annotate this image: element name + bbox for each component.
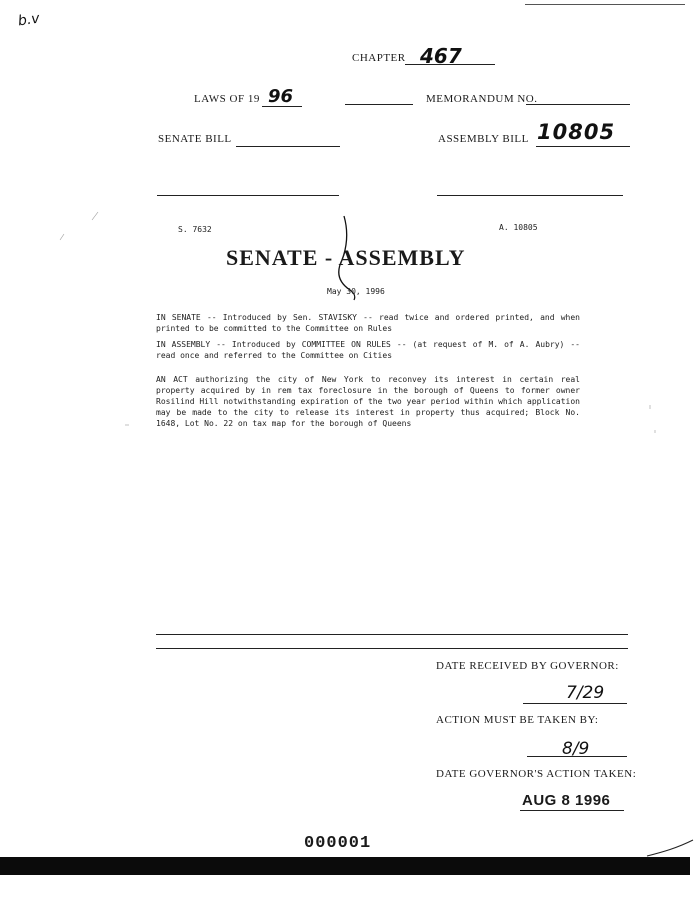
memorandum-label: MEMORANDUM NO. [426, 93, 538, 105]
governor-section-rule-top [156, 634, 628, 635]
scan-artifact-curve [645, 838, 695, 858]
assembly-bill-value: 10805 [537, 120, 616, 144]
senate-introduction: IN SENATE -- Introduced by Sen. STAVISKY -- read twice and ordered printed, and when printed to be committed to the Committee on Rules [156, 313, 580, 333]
date-received-value: 7/29 [566, 683, 605, 703]
act-title-text: AN ACT authorizing the city of New York to reconvey its interest in certain real property acquired by in rem tax foreclosure in the borough of Queens to former owner Rosilind Hill notwithstanding expiration of the two year period within which application may be made to the city to release its interest in property thus acquired; Block No. 1648, Lot No. 22 on tax map for the borough of Queens [156, 375, 580, 428]
senate-bill-label: SENATE BILL [158, 133, 232, 145]
senate-bill-number: S. 7632 [178, 225, 212, 234]
action-deadline-value: 8/9 [562, 739, 590, 759]
margin-handwritten-mark: b.v [16, 10, 41, 30]
chapter-value: 467 [420, 44, 462, 68]
action-deadline-label: ACTION MUST BE TAKEN BY: [436, 714, 599, 726]
right-blank-line [437, 195, 623, 196]
bill-title: SENATE - ASSEMBLY [226, 245, 466, 270]
laws-of-label: LAWS OF 19 [194, 93, 260, 105]
assembly-introduction: IN ASSEMBLY -- Introduced by COMMITTEE ON RULES -- (at request of M. of A. Aubry) -- read once and referred to the Committee on Cities [156, 340, 580, 360]
action-taken-stamp: AUG 8 1996 [522, 792, 611, 809]
assembly-bill-field-line [536, 146, 630, 147]
bill-date: May 30, 1996 [327, 287, 385, 296]
assembly-bill-number: A. 10805 [499, 223, 538, 232]
action-taken-line [520, 810, 624, 811]
assembly-bill-label: ASSEMBLY BILL [438, 133, 529, 145]
senate-bill-field-line [236, 146, 340, 147]
left-blank-line [157, 195, 339, 196]
page-number: 000001 [304, 834, 372, 853]
date-received-label: DATE RECEIVED BY GOVERNOR: [436, 660, 619, 672]
scan-bottom-bar [0, 857, 690, 875]
memorandum-field-line [526, 104, 630, 105]
governor-section-rule-bottom [156, 648, 628, 649]
chapter-label: CHAPTER [352, 52, 406, 64]
action-deadline-line [527, 756, 627, 757]
blank-field-line [345, 104, 413, 105]
date-received-line [523, 703, 627, 704]
top-edge-rule [525, 4, 685, 5]
action-taken-label: DATE GOVERNOR'S ACTION TAKEN: [436, 768, 637, 780]
laws-year-value: 96 [268, 86, 294, 107]
